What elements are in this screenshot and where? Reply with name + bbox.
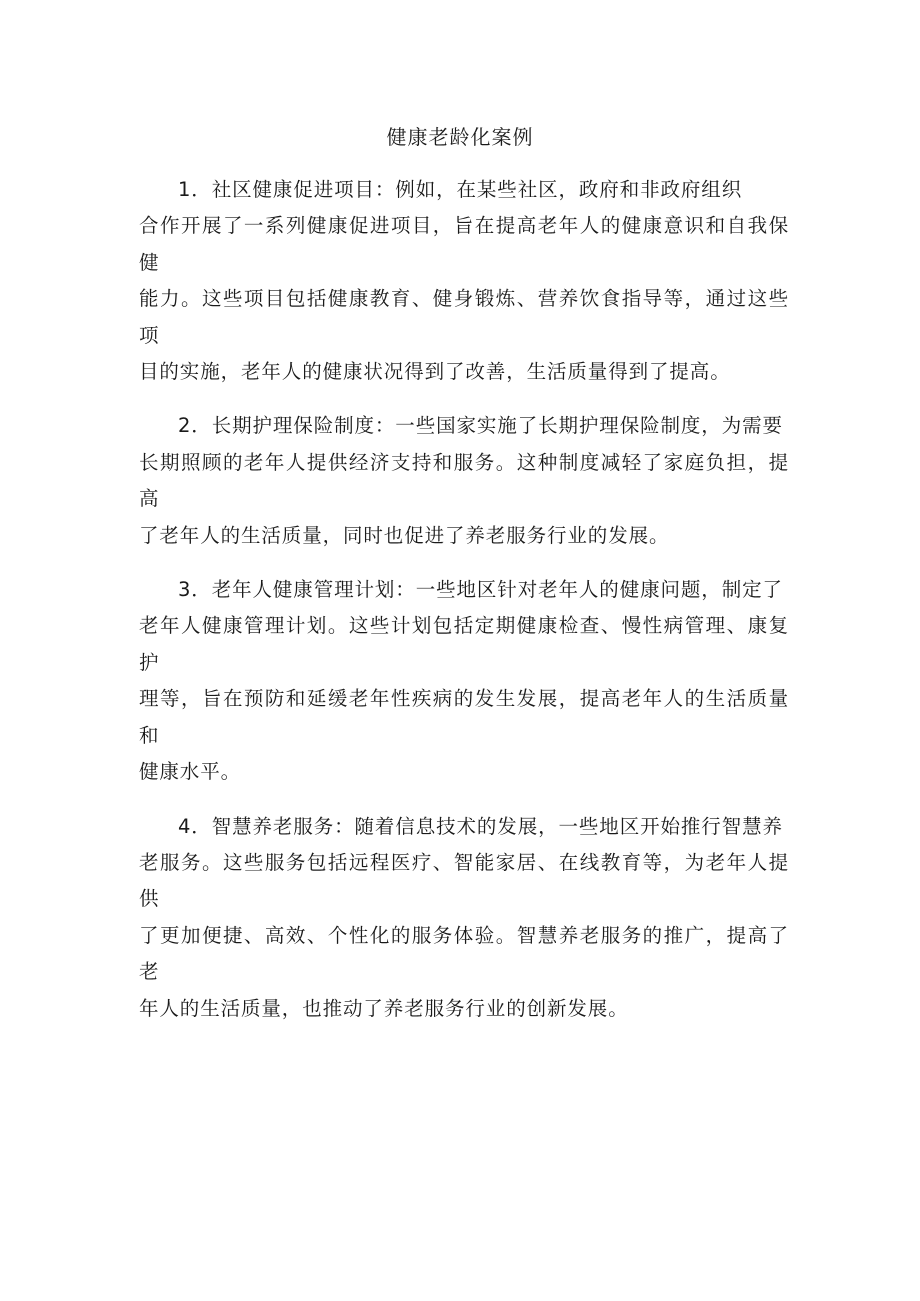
paragraph-line: 了更加便捷、高效、个性化的服务体验。智慧养老服务的推广，提高了老 xyxy=(139,923,789,984)
document-title: 健康老龄化案例 xyxy=(386,125,534,149)
paragraph-line: 3．老年人健康管理计划：一些地区针对老年人的健康问题，制定了 xyxy=(178,578,783,602)
document-body xyxy=(139,172,789,1027)
paragraph-1 xyxy=(139,172,789,390)
paragraph-2 xyxy=(139,408,789,554)
paragraph-line: 目的实施，老年人的健康状况得到了改善，生活质量得到了提高。 xyxy=(139,360,731,384)
paragraph-line: 老服务。这些服务包括远程医疗、智能家居、在线教育等，为老年人提供 xyxy=(139,850,789,911)
paragraph-line: 长期照顾的老年人提供经济支持和服务。这种制度减轻了家庭负担，提高 xyxy=(139,450,789,511)
paragraph-line: 1．社区健康促进项目：例如，在某些社区，政府和非政府组织 xyxy=(178,178,743,201)
paragraph-line: 2．长期护理保险制度：一些国家实施了长期护理保险制度，为需要 xyxy=(178,414,783,438)
paragraph-line: 年人的生活质量，也推动了养老服务行业的创新发展。 xyxy=(139,996,629,1020)
paragraph-line: 老年人健康管理计划。这些计划包括定期健康检查、慢性病管理、康复护 xyxy=(139,614,789,674)
paragraph-line: 能力。这些项目包括健康教育、健身锻炼、营养饮食指导等，通过这些项 xyxy=(139,287,789,347)
paragraph-line: 了老年人的生活质量，同时也促进了养老服务行业的发展。 xyxy=(139,523,670,547)
paragraph-line: 合作开展了一系列健康促进项目，旨在提高老年人的健康意识和自我保健 xyxy=(139,214,789,274)
paragraph-line: 4．智慧养老服务：随着信息技术的发展，一些地区开始推行智慧养 xyxy=(178,814,783,838)
paragraph-3 xyxy=(139,572,789,790)
paragraph-line: 健康水平。 xyxy=(139,760,242,784)
paragraph-4 xyxy=(139,809,789,1027)
paragraph-line: 理等，旨在预防和延缓老年性疾病的发生发展，提高老年人的生活质量和 xyxy=(139,687,789,747)
